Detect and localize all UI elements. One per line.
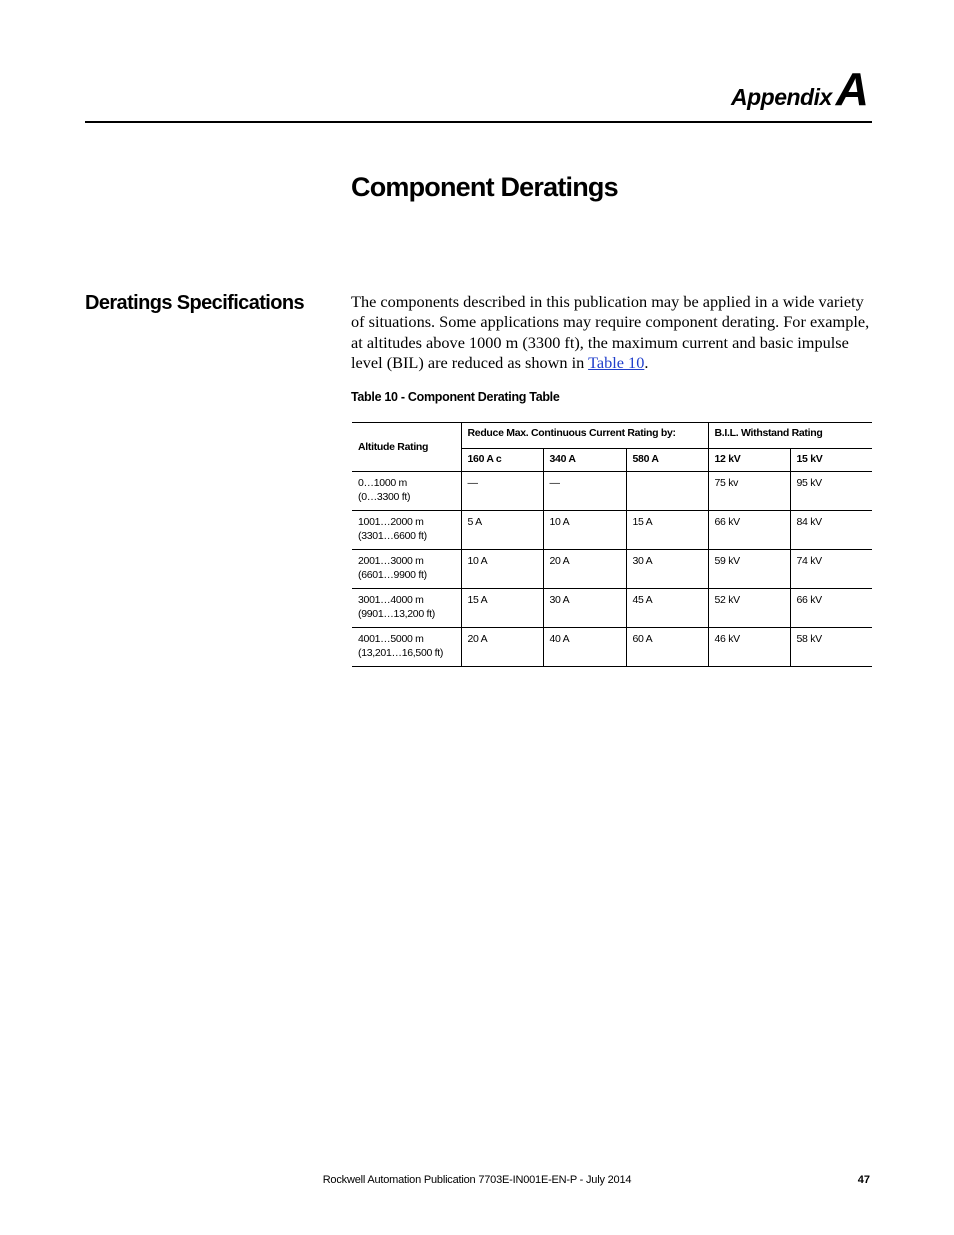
table-row — [352, 628, 872, 667]
component-derating-table — [352, 422, 872, 667]
current-580a-cell: 30 A — [626, 550, 708, 589]
altitude-ft: (3301…6600 ft) — [358, 530, 427, 542]
altitude-cell — [352, 550, 461, 589]
col-header-15kv: 15 kV — [790, 449, 872, 472]
footer-publication: Rockwell Automation Publication 7703E-IN001E-EN-P - July 2014 — [322, 1174, 632, 1186]
col-header-12kv: 12 kV — [708, 449, 790, 472]
section-title: Deratings Specifications — [85, 292, 304, 314]
current-340a-cell: 40 A — [543, 628, 626, 667]
bil-15kv-cell: 84 kV — [790, 511, 872, 550]
altitude-header: Altitude Rating — [352, 423, 461, 472]
altitude-m: 2001…3000 m — [358, 555, 424, 567]
appendix-letter: A — [835, 63, 868, 115]
col-header-580a: 580 A — [626, 449, 708, 472]
appendix-word: Appendix — [730, 84, 832, 110]
altitude-cell — [352, 472, 461, 511]
bil-12kv-cell: 66 kV — [708, 511, 790, 550]
bil-group-header: B.I.L. Withstand Rating — [708, 423, 872, 449]
altitude-ft: (6601…9900 ft) — [358, 569, 427, 581]
altitude-ft: (9901…13,200 ft) — [358, 608, 435, 620]
appendix-heading — [731, 62, 868, 116]
bil-15kv-cell: 66 kV — [790, 589, 872, 628]
bil-15kv-cell: 74 kV — [790, 550, 872, 589]
intro-text: The components described in this publication may be applied in a wide variety of situations. Some applications may require component derating. For example, at altitudes above 1000 m (3300 ft), the maximum current and basic impulse level (BIL) are reduced as shown in — [351, 292, 870, 372]
bil-12kv-cell: 52 kV — [708, 589, 790, 628]
current-160a-cell: 20 A — [461, 628, 543, 667]
header-rule — [85, 121, 872, 123]
table-caption: Table 10 - Component Derating Table — [351, 390, 560, 404]
bil-12kv-cell: 46 kV — [708, 628, 790, 667]
current-580a-cell: 15 A — [626, 511, 708, 550]
current-580a-cell: 60 A — [626, 628, 708, 667]
table-header-row — [352, 423, 872, 449]
bil-12kv-cell: 59 kV — [708, 550, 790, 589]
altitude-cell — [352, 628, 461, 667]
bil-12kv-cell: 75 kv — [708, 472, 790, 511]
current-340a-cell: — — [543, 472, 626, 511]
page-number: 47 — [857, 1174, 870, 1186]
current-160a-cell: — — [461, 472, 543, 511]
current-group-header: Reduce Max. Continuous Current Rating by: — [461, 423, 708, 449]
bil-15kv-cell: 58 kV — [790, 628, 872, 667]
altitude-m: 1001…2000 m — [358, 516, 424, 528]
current-160a-cell: 10 A — [461, 550, 543, 589]
altitude-cell — [352, 589, 461, 628]
intro-text-end: . — [644, 352, 649, 372]
table-row — [352, 472, 872, 511]
chapter-title: Component Deratings — [351, 172, 618, 202]
altitude-m: 3001…4000 m — [358, 594, 424, 606]
current-340a-cell: 20 A — [543, 550, 626, 589]
table-row — [352, 589, 872, 628]
altitude-m: 4001…5000 m — [358, 633, 424, 645]
bil-15kv-cell: 95 kV — [790, 472, 872, 511]
table-row — [352, 550, 872, 589]
col-header-160a: 160 A c — [461, 449, 543, 472]
current-340a-cell: 30 A — [543, 589, 626, 628]
altitude-ft: (13,201…16,500 ft) — [358, 647, 444, 659]
altitude-ft: (0…3300 ft) — [358, 491, 411, 503]
altitude-m: 0…1000 m — [358, 477, 407, 489]
current-580a-cell: 45 A — [626, 589, 708, 628]
current-580a-cell — [626, 472, 708, 511]
altitude-cell — [352, 511, 461, 550]
current-160a-cell: 5 A — [461, 511, 543, 550]
current-340a-cell: 10 A — [543, 511, 626, 550]
current-160a-cell: 15 A — [461, 589, 543, 628]
table-10-link[interactable]: Table 10 — [588, 352, 645, 372]
table-row — [352, 511, 872, 550]
col-header-340a: 340 A — [543, 449, 626, 472]
intro-paragraph — [351, 292, 873, 373]
